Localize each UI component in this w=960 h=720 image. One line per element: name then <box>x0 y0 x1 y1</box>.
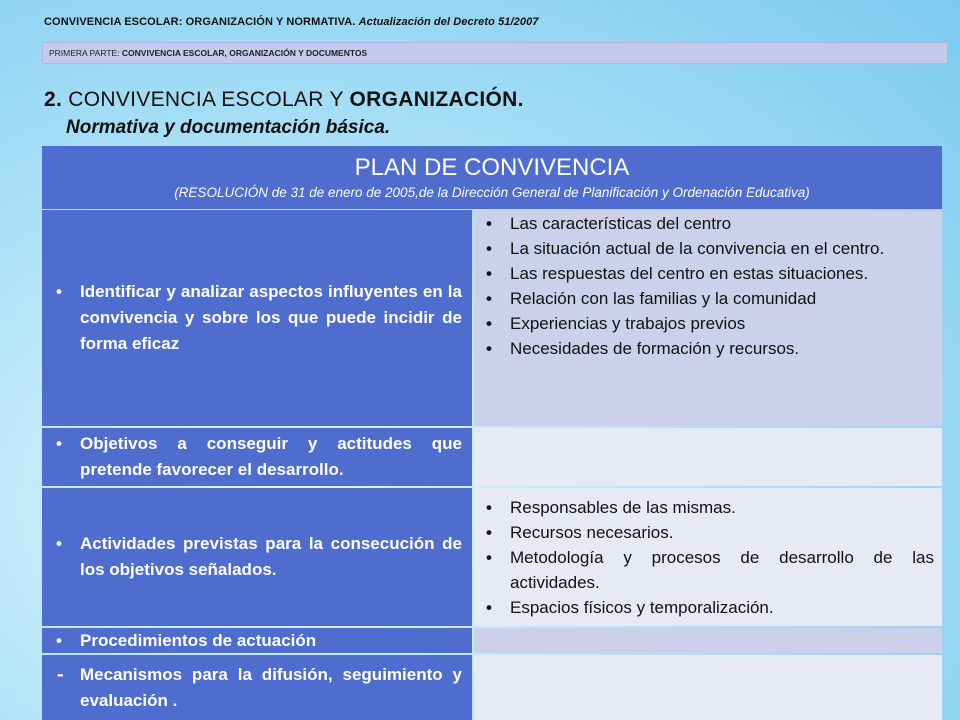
document-subtitle: Actualización del Decreto 51/2007 <box>358 16 539 28</box>
bullet: • <box>486 239 492 258</box>
row1-right-item-5: Experiencias y trabajos previos <box>510 314 746 333</box>
bullet: ⁃ <box>56 664 65 684</box>
list-item <box>486 520 934 545</box>
list-item <box>56 431 462 483</box>
list-item <box>486 311 934 336</box>
heading-number: 2. <box>44 88 63 111</box>
list-item <box>486 545 934 595</box>
plan-resolution: (RESOLUCIÓN de 31 de enero de 2005,de la Dirección General de Planificación y Ordenación Educativa) <box>174 185 810 200</box>
bullet: • <box>486 339 492 358</box>
heading-text: CONVIVENCIA ESCOLAR Y <box>68 88 344 111</box>
bullet: • <box>486 497 492 517</box>
list-item <box>56 279 462 357</box>
document-title-text: CONVIVENCIA ESCOLAR: ORGANIZACIÓN Y NORMATIVA. <box>44 16 356 28</box>
row1-right-item-6: Necesidades de formación y recursos. <box>510 339 800 358</box>
row5-right-cell <box>474 655 942 720</box>
row4-right-cell <box>474 628 942 653</box>
section-bar <box>42 42 948 64</box>
heading-bold: ORGANIZACIÓN. <box>349 88 524 111</box>
bullet: • <box>486 547 492 567</box>
row1-right-item-2: La situación actual de la convivencia en el centro. <box>510 239 885 258</box>
list-item <box>486 261 934 286</box>
page-heading <box>44 88 524 112</box>
row3-left-cell <box>42 488 472 626</box>
row1-right-item-3: Las respuestas del centro en estas situaciones. <box>510 264 869 283</box>
bullet: • <box>486 597 492 617</box>
list-item <box>56 531 462 583</box>
row5-left-text: Mecanismos para la difusión, seguimiento y evaluación . <box>80 664 462 710</box>
bullet: • <box>56 534 62 553</box>
list-item <box>486 211 934 236</box>
bullet: • <box>486 214 492 233</box>
bullet: • <box>486 264 492 283</box>
bullet: • <box>56 282 62 301</box>
row4-left-cell <box>42 628 472 653</box>
section-bar-prefix: PRIMERA PARTE: <box>49 48 120 58</box>
bullet: • <box>486 314 492 333</box>
row3-right-item-1: Responsables de las mismas. <box>510 497 736 517</box>
document-title <box>44 16 539 28</box>
bullet: • <box>56 434 62 453</box>
list-item <box>486 336 934 361</box>
plan-title: PLAN DE CONVIVENCIA <box>354 154 630 181</box>
row1-right-cell <box>474 210 942 426</box>
list-item <box>486 595 934 620</box>
row2-right-cell <box>474 428 942 486</box>
row1-right-item-4: Relación con las familias y la comunidad <box>510 289 817 308</box>
list-item <box>486 286 934 311</box>
list-item <box>486 236 934 261</box>
section-bar-label: CONVIVENCIA ESCOLAR, ORGANIZACIÓN Y DOCUMENTOS <box>121 48 368 58</box>
list-item <box>486 495 934 520</box>
list-item <box>56 628 462 654</box>
bullet: • <box>486 522 492 542</box>
row2-left-cell <box>42 428 472 486</box>
bullet: • <box>56 630 62 650</box>
row1-right-item-1: Las características del centro <box>510 214 732 233</box>
list-item <box>56 662 462 714</box>
bullet: • <box>486 289 492 308</box>
plan-header <box>42 146 942 209</box>
page-subheading: Normativa y documentación básica. <box>66 117 391 138</box>
row3-right-item-2: Recursos necesarios. <box>510 522 674 542</box>
row4-left-text: Procedimientos de actuación <box>80 630 317 650</box>
row3-left-text: Actividades previstas para la consecución de los objetivos señalados. <box>80 534 462 579</box>
row3-right-item-4: Espacios físicos y temporalización. <box>510 597 774 617</box>
row3-right-item-3: Metodología y procesos de desarrollo de las actividades. <box>510 547 934 592</box>
row2-left-text: Objetivos a conseguir y actitudes que pretende favorecer el desarrollo. <box>80 434 462 479</box>
row5-left-cell <box>42 655 472 720</box>
row1-left-cell <box>42 210 472 426</box>
row1-left-text: Identificar y analizar aspectos influyentes en la convivencia y sobre los que puede incidir de forma eficaz <box>80 282 462 353</box>
row3-right-cell <box>474 488 942 626</box>
